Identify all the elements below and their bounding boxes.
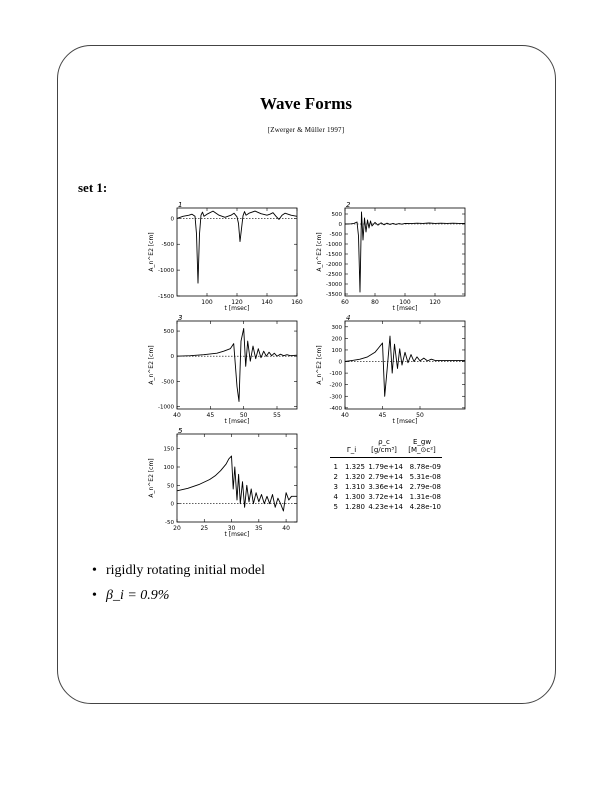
bullet-list xyxy=(92,563,265,613)
y-tick-label: -2500 xyxy=(326,272,342,278)
y-tick-label: -3500 xyxy=(326,292,342,298)
plot-frame xyxy=(177,434,297,522)
y-tick-label: 0 xyxy=(170,216,174,223)
table-row: 3 1.310 3.36e+14 2.79e-08 xyxy=(333,483,441,491)
x-tick-label: 25 xyxy=(200,525,209,532)
x-tick-label: 40 xyxy=(341,412,349,419)
y-tick-label: 100 xyxy=(163,465,174,471)
y-tick-label: 500 xyxy=(163,329,174,336)
y-tick-label: 0 xyxy=(170,354,174,361)
table-row: 2 1.320 2.79e+14 5.31e-08 xyxy=(333,473,441,481)
page-title: Wave Forms xyxy=(259,94,353,113)
y-tick-label: -1000 xyxy=(158,268,174,275)
y-tick-label: -400 xyxy=(329,405,342,412)
x-tick-label: 45 xyxy=(378,412,387,419)
y-axis-label: A_n^E2 [cm] xyxy=(148,458,155,498)
x-tick-label: 160 xyxy=(291,299,303,306)
x-tick-label: 55 xyxy=(273,412,281,419)
y-tick-label: 0 xyxy=(170,501,174,508)
x-tick-label: 30 xyxy=(227,525,236,532)
x-tick-label: 35 xyxy=(254,525,263,532)
panel-label: 3 xyxy=(178,314,183,322)
x-tick-label: 100 xyxy=(201,299,213,306)
y-tick-label: -300 xyxy=(329,394,342,401)
x-axis-label: t [msec] xyxy=(392,418,418,425)
x-tick-label: 140 xyxy=(261,299,273,306)
x-tick-label: 60 xyxy=(341,299,349,306)
x-tick-label: 40 xyxy=(173,412,181,419)
y-tick-label: -3000 xyxy=(326,282,342,288)
header-rho: ρ_c [g/cm³] xyxy=(371,438,397,454)
y-tick-label: -1500 xyxy=(158,294,174,300)
y-tick-label: 50 xyxy=(167,483,174,490)
legend-table xyxy=(330,432,442,512)
x-tick-label: 50 xyxy=(416,412,424,419)
y-tick-label: -50 xyxy=(165,520,174,526)
y-tick-label: -1500 xyxy=(326,252,342,258)
plot-frame xyxy=(177,321,297,409)
y-tick-label: -100 xyxy=(329,371,342,378)
plot-frame xyxy=(345,208,465,296)
panel-label: 2 xyxy=(346,201,351,209)
y-tick-label: -2000 xyxy=(326,262,342,268)
x-tick-label: 45 xyxy=(206,412,215,419)
header-egw: E_gw [M_⊙c²] xyxy=(408,438,436,454)
y-tick-label: 0 xyxy=(338,359,342,366)
waveform-plot-2 xyxy=(311,200,471,320)
y-tick-label: 200 xyxy=(331,336,342,343)
table-row: 1 1.325 1.79e+14 8.78e-09 xyxy=(333,463,441,471)
waveform-line xyxy=(177,211,297,283)
y-tick-label: 500 xyxy=(331,212,342,218)
x-axis-label: t [msec] xyxy=(224,531,250,538)
waveform-line xyxy=(177,329,297,402)
waveform-plot-1 xyxy=(143,200,313,320)
x-tick-label: 40 xyxy=(282,525,290,532)
x-tick-label: 120 xyxy=(231,299,243,306)
y-tick-label: -1000 xyxy=(158,404,174,411)
waveform-plot-3 xyxy=(143,313,313,433)
x-axis-label: t [msec] xyxy=(392,305,418,312)
waveform-plot-4 xyxy=(311,313,471,433)
x-tick-label: 50 xyxy=(239,412,248,419)
y-tick-label: 0 xyxy=(338,222,342,228)
y-tick-label: -500 xyxy=(329,232,342,238)
list-item: • β_i = 0.9% xyxy=(92,588,170,603)
set-label: set 1: xyxy=(78,180,108,195)
y-axis-label: A_n^E2 [cm] xyxy=(316,345,323,385)
list-item: • rigidly rotating initial model xyxy=(92,563,266,578)
x-tick-label: 20 xyxy=(173,525,181,532)
panel-label: 1 xyxy=(178,201,183,209)
legend-header xyxy=(330,432,442,458)
x-tick-label: 120 xyxy=(429,299,441,306)
waveform-plot-5 xyxy=(143,426,313,546)
waveform-line xyxy=(345,336,465,396)
y-tick-label: -1000 xyxy=(326,242,342,248)
y-tick-label: -500 xyxy=(161,242,174,249)
panel-label: 4 xyxy=(346,314,351,322)
y-tick-label: -500 xyxy=(161,379,174,386)
header-gamma: Γ_i xyxy=(346,446,357,454)
waveform-line xyxy=(177,456,297,511)
x-axis-label: t [msec] xyxy=(224,305,250,312)
x-axis-label: t [msec] xyxy=(224,418,250,425)
y-tick-label: 100 xyxy=(331,347,342,354)
x-tick-label: 80 xyxy=(371,299,379,306)
y-axis-label: A_n^E2 [cm] xyxy=(148,345,155,385)
y-tick-label: 150 xyxy=(163,446,174,453)
table-row: 5 1.280 4.23e+14 4.28e-10 xyxy=(333,503,441,511)
y-tick-label: -200 xyxy=(329,382,342,389)
plot-frame xyxy=(345,321,465,409)
panel-label: 5 xyxy=(178,427,183,435)
x-tick-label: 100 xyxy=(399,299,411,306)
y-tick-label: 300 xyxy=(331,324,342,331)
citation: [Zwerger & Müller 1997] xyxy=(267,126,345,134)
table-row: 4 1.300 3.72e+14 1.31e-08 xyxy=(333,493,441,501)
y-axis-label: A_n^E2 [cm] xyxy=(148,232,155,272)
y-axis-label: A_n^E2 [cm] xyxy=(316,232,323,272)
